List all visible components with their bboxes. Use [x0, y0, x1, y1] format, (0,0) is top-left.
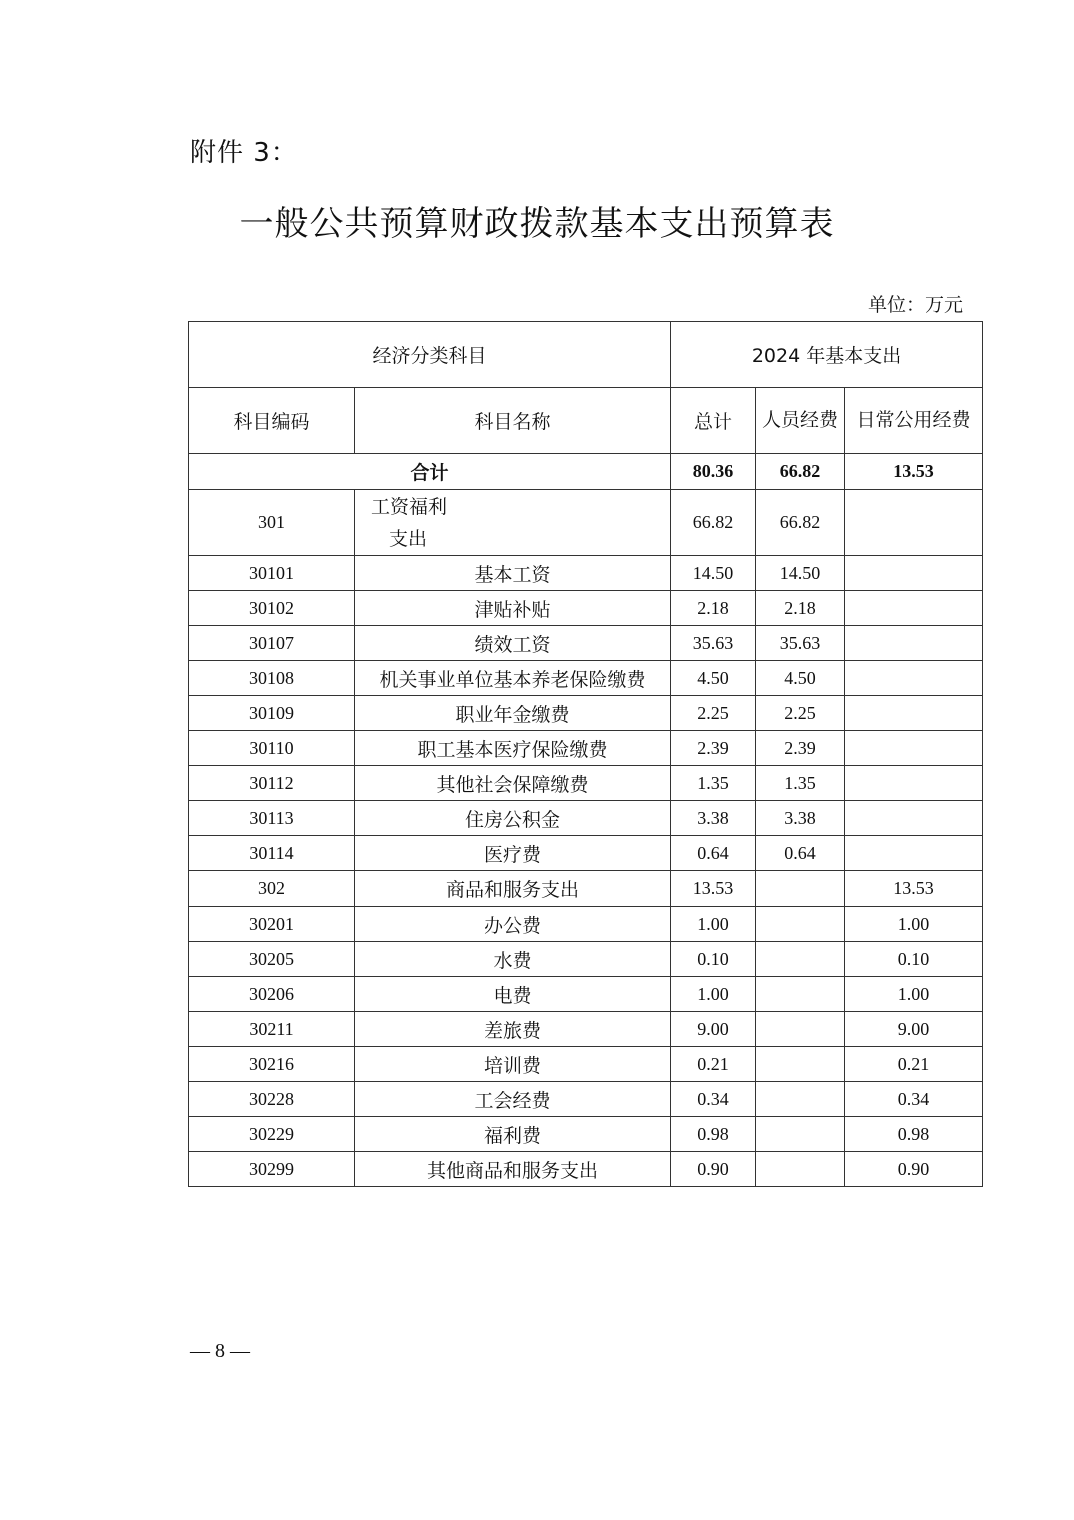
table-row: [189, 626, 983, 661]
public-cell: [845, 766, 983, 801]
subject-name-cell: 基本工资: [355, 556, 671, 591]
personnel-cell: 14.50: [756, 556, 845, 591]
total-cell: 4.50: [671, 661, 756, 696]
category-302-body: [189, 871, 983, 907]
total-cell: 0.34: [671, 1082, 756, 1117]
subject-name-cell: 其他社会保障缴费: [355, 766, 671, 801]
personnel-cell: 35.63: [756, 626, 845, 661]
public-cell: 0.98: [845, 1117, 983, 1152]
subject-name-cell: 其他商品和服务支出: [355, 1152, 671, 1187]
category-name-line2: 支出: [389, 527, 428, 550]
table-row: [189, 1082, 983, 1117]
total-cell: 2.18: [671, 591, 756, 626]
public-cell: 1.00: [845, 907, 983, 942]
table-row: [189, 661, 983, 696]
personnel-cell: [756, 1082, 845, 1117]
public-cell: 0.10: [845, 942, 983, 977]
header-columns-row: [189, 388, 983, 454]
table-row: [189, 1117, 983, 1152]
subject-code-cell: 30201: [189, 907, 355, 942]
personnel-cell: 3.38: [756, 801, 845, 836]
personnel-cell: [756, 942, 845, 977]
personnel-cell: [756, 977, 845, 1012]
total-cell: 2.39: [671, 731, 756, 766]
subject-name-cell: 福利费: [355, 1117, 671, 1152]
items-301-body: [189, 556, 983, 871]
header-group-row: [189, 322, 983, 388]
category-row-301: [189, 490, 983, 556]
items-302-body: [189, 907, 983, 1187]
subject-code-cell: 30102: [189, 591, 355, 626]
subject-code-cell: 30216: [189, 1047, 355, 1082]
category-public: 13.53: [845, 871, 983, 907]
subject-code-cell: 30228: [189, 1082, 355, 1117]
total-cell: 35.63: [671, 626, 756, 661]
total-personnel: 66.82: [756, 454, 845, 490]
category-code: 302: [189, 871, 355, 907]
table-row: [189, 1047, 983, 1082]
table-row: [189, 591, 983, 626]
personnel-cell: [756, 1047, 845, 1082]
total-cell: 14.50: [671, 556, 756, 591]
document-title: 一般公共预算财政拨款基本支出预算表: [239, 204, 835, 244]
subject-code-cell: 30108: [189, 661, 355, 696]
total-label: 合计: [189, 454, 671, 490]
total-cell: 1.00: [671, 977, 756, 1012]
table-row: [189, 556, 983, 591]
table-row: [189, 1012, 983, 1047]
personnel-cell: 4.50: [756, 661, 845, 696]
total-cell: 2.25: [671, 696, 756, 731]
subject-name-cell: 职工基本医疗保险缴费: [355, 731, 671, 766]
table-row: [189, 1152, 983, 1187]
budget-table-body: [189, 322, 983, 556]
total-public: 13.53: [845, 454, 983, 490]
subject-code-cell: 30113: [189, 801, 355, 836]
subject-name-cell: 培训费: [355, 1047, 671, 1082]
subject-name-cell: 电费: [355, 977, 671, 1012]
total-cell: 0.21: [671, 1047, 756, 1082]
category-total: 66.82: [671, 490, 756, 556]
page-number: — 8 —: [190, 1340, 250, 1362]
subject-name-cell: 差旅费: [355, 1012, 671, 1047]
category-code: 301: [189, 490, 355, 556]
subject-code-cell: 30114: [189, 836, 355, 871]
table-row: [189, 836, 983, 871]
table-row: [189, 977, 983, 1012]
attachment-label: 附件 3：: [190, 138, 298, 168]
header-public-expenses: 日常公用经费: [845, 388, 983, 454]
subject-name-cell: 医疗费: [355, 836, 671, 871]
table-row: [189, 801, 983, 836]
category-name-line1: 工资福利: [371, 495, 448, 518]
header-subject-name: 科目名称: [355, 388, 671, 454]
public-cell: [845, 626, 983, 661]
category-name: 商品和服务支出: [355, 871, 671, 907]
total-cell: 3.38: [671, 801, 756, 836]
unit-label: 单位：万元: [868, 294, 964, 316]
subject-code-cell: 30109: [189, 696, 355, 731]
budget-table: [188, 321, 983, 1187]
public-cell: [845, 591, 983, 626]
public-cell: [845, 556, 983, 591]
category-row-302: [189, 871, 983, 907]
subject-name-cell: 机关事业单位基本养老保险缴费: [355, 661, 671, 696]
header-personnel-expenses: 人员经费: [756, 388, 845, 454]
subject-code-cell: 30229: [189, 1117, 355, 1152]
subject-name-cell: 水费: [355, 942, 671, 977]
public-cell: [845, 836, 983, 871]
total-cell: 0.98: [671, 1117, 756, 1152]
public-cell: 0.90: [845, 1152, 983, 1187]
category-name: [355, 490, 671, 556]
personnel-cell: 2.25: [756, 696, 845, 731]
personnel-cell: [756, 1152, 845, 1187]
header-total: 总计: [671, 388, 756, 454]
public-cell: [845, 661, 983, 696]
table-row: [189, 907, 983, 942]
public-cell: [845, 801, 983, 836]
subject-code-cell: 30107: [189, 626, 355, 661]
personnel-cell: [756, 1117, 845, 1152]
header-subject-code: 科目编码: [189, 388, 355, 454]
public-cell: 1.00: [845, 977, 983, 1012]
total-sum: 80.36: [671, 454, 756, 490]
category-total: 13.53: [671, 871, 756, 907]
subject-name-cell: 办公费: [355, 907, 671, 942]
subject-code-cell: 30299: [189, 1152, 355, 1187]
public-cell: 0.34: [845, 1082, 983, 1117]
total-cell: 9.00: [671, 1012, 756, 1047]
subject-code-cell: 30112: [189, 766, 355, 801]
subject-code-cell: 30110: [189, 731, 355, 766]
total-row: [189, 454, 983, 490]
category-personnel: [756, 871, 845, 907]
category-public: [845, 490, 983, 556]
personnel-cell: [756, 907, 845, 942]
public-cell: 9.00: [845, 1012, 983, 1047]
header-economic-classification: 经济分类科目: [189, 322, 671, 388]
subject-name-cell: 住房公积金: [355, 801, 671, 836]
personnel-cell: 1.35: [756, 766, 845, 801]
personnel-cell: 0.64: [756, 836, 845, 871]
total-cell: 0.64: [671, 836, 756, 871]
table-row: [189, 731, 983, 766]
total-cell: 0.90: [671, 1152, 756, 1187]
table-row: [189, 766, 983, 801]
personnel-cell: [756, 1012, 845, 1047]
subject-name-cell: 职业年金缴费: [355, 696, 671, 731]
total-cell: 0.10: [671, 942, 756, 977]
subject-code-cell: 30205: [189, 942, 355, 977]
public-cell: [845, 696, 983, 731]
subject-code-cell: 30211: [189, 1012, 355, 1047]
subject-code-cell: 30101: [189, 556, 355, 591]
subject-name-cell: 绩效工资: [355, 626, 671, 661]
subject-name-cell: 工会经费: [355, 1082, 671, 1117]
total-cell: 1.35: [671, 766, 756, 801]
personnel-cell: 2.39: [756, 731, 845, 766]
header-basic-expenditure-2024: 2024 年基本支出: [671, 322, 983, 388]
total-cell: 1.00: [671, 907, 756, 942]
public-cell: [845, 731, 983, 766]
subject-code-cell: 30206: [189, 977, 355, 1012]
table-row: [189, 696, 983, 731]
public-cell: 0.21: [845, 1047, 983, 1082]
category-personnel: 66.82: [756, 490, 845, 556]
personnel-cell: 2.18: [756, 591, 845, 626]
table-row: [189, 942, 983, 977]
subject-name-cell: 津贴补贴: [355, 591, 671, 626]
